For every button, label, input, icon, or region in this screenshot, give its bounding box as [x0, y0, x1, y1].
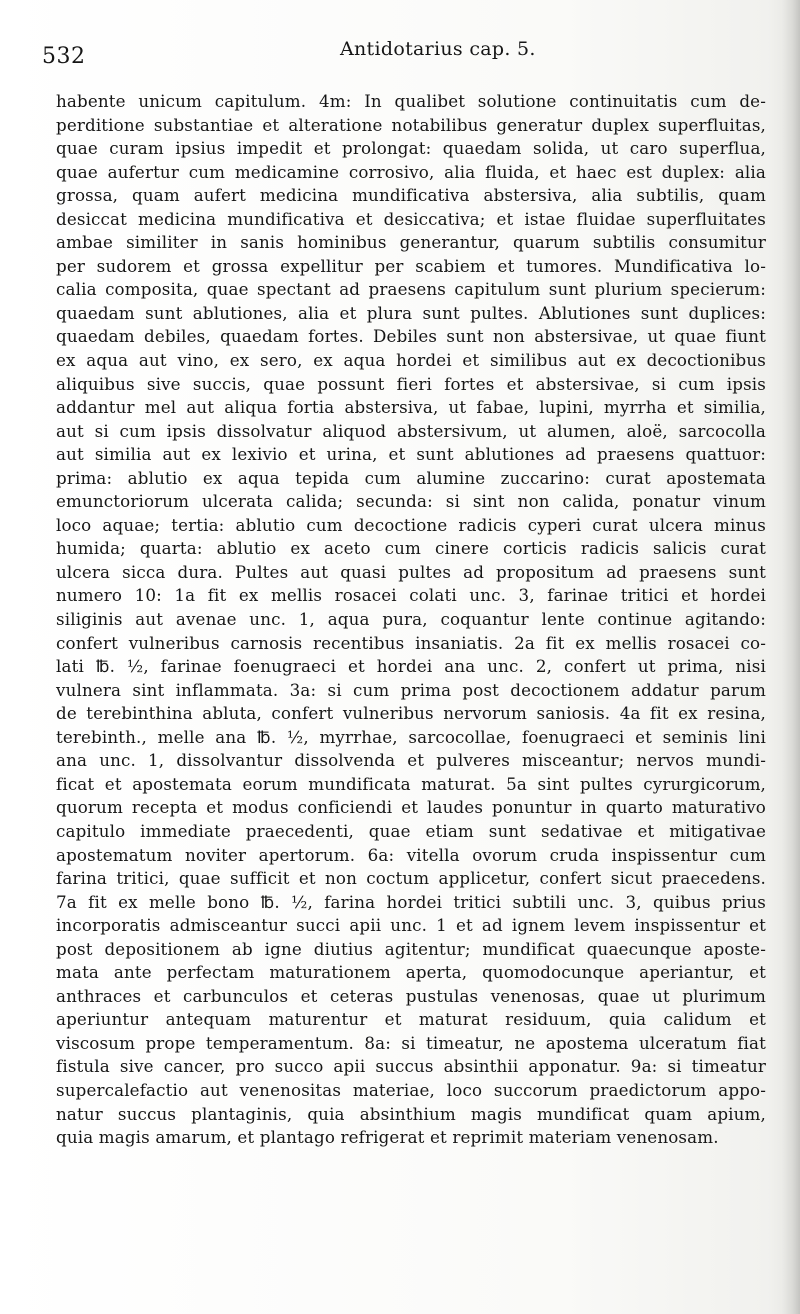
page-edge-shadow	[782, 0, 800, 1314]
text-line: quae curam ipsius impedit et prolongat: quaedam solida, ut caro superflua,	[56, 138, 766, 159]
text-line: capitulo immediate praecedenti, quae etiam sunt sedativae et mitigativae	[56, 820, 766, 841]
text-line: aperiuntur antequam maturentur et maturat residuum, quia calidum et	[56, 1009, 766, 1030]
text-line: terebinth., melle ana ℔. ½, myrrhae, sarcocollae, foenugraeci et seminis lini	[56, 726, 766, 747]
text-line: natur succus plantaginis, quia absinthium magis mundificat quam apium,	[56, 1103, 766, 1124]
text-line: habente unicum capitulum. 4m: In qualibet solutione continuitatis cum de-	[56, 91, 766, 111]
text-line: quaedam sunt ablutiones, alia et plura sunt pultes. Ablutiones sunt duplices:	[56, 302, 766, 323]
text-line: calia composita, quae spectant ad praesens capitulum sunt plurium specierum:	[56, 279, 766, 300]
text-line: vulnera sint inflammata. 3a: si cum prima post decoctionem addatur parum	[56, 679, 766, 700]
text-line: supercalefactio aut venenositas materiae, loco succorum praedictorum appo-	[56, 1079, 766, 1100]
text-line: quia magis amarum, et plantago refrigerat et reprimit materiam venenosam.	[56, 1127, 719, 1148]
text-line: ambae similiter in sanis hominibus generantur, quarum subtilis consumitur	[56, 232, 766, 253]
page-number: 532	[42, 44, 86, 69]
text-line: emunctoriorum ulcerata calida; secunda: si sint non calida, ponatur vinum	[56, 491, 766, 512]
text-line: anthraces et carbunculos et ceteras pustulas venenosas, quae ut plurimum	[56, 985, 766, 1006]
text-line: humida; quarta: ablutio ex aceto cum cinere corticis radicis salicis curat	[56, 538, 766, 559]
text-line: mata ante perfectam maturationem aperta, quomodocunque aperiantur, et	[56, 962, 766, 983]
text-line: ulcera sicca dura. Pultes aut quasi pultes ad propositum ad praesens sunt	[56, 561, 766, 582]
text-line: perditione substantiae et alteratione notabilibus generatur duplex superfluitas,	[56, 114, 766, 135]
text-line: apostematum noviter apertorum. 6a: vitella ovorum cruda inspissentur cum	[56, 844, 766, 865]
text-line: desiccat medicina mundificativa et desiccativa; et istae fluidae superfluitates	[56, 208, 766, 229]
text-line: lati ℔. ½, farinae foenugraeci et hordei ana unc. 2, confert ut prima, nisi	[56, 656, 766, 677]
text-line: aut si cum ipsis dissolvatur aliquod abstersivum, ut alumen, aloë, sarcocolla	[56, 420, 766, 441]
text-line: quaedam debiles, quaedam fortes. Debiles sunt non abstersivae, ut quae fiunt	[56, 326, 766, 347]
body-text	[56, 90, 766, 1150]
text-line: quorum recepta et modus conficiendi et laudes ponuntur in quarto maturativo	[56, 797, 766, 818]
running-title: Antidotarius cap. 5.	[340, 38, 536, 60]
text-line: incorporatis admisceantur succi apii unc. 1 et ad ignem levem inspissentur et	[56, 915, 766, 936]
text-line: loco aquae; tertia: ablutio cum decoctione radicis cyperi curat ulcera minus	[56, 514, 766, 535]
text-line: ana unc. 1, dissolvantur dissolvenda et pulveres misceantur; nervos mundi-	[56, 750, 766, 771]
text-line: numero 10: 1a fit ex mellis rosacei colati unc. 3, farinae tritici et hordei	[56, 585, 766, 606]
page-header	[42, 36, 760, 72]
text-line: prima: ablutio ex aqua tepida cum alumine zuccarino: curat apostemata	[56, 467, 766, 488]
text-line: ex aqua aut vino, ex sero, ex aqua hordei et similibus aut ex decoctionibus	[56, 350, 766, 371]
text-line: 7a fit ex melle bono ℔. ½, farina hordei tritici subtili unc. 3, quibus prius	[56, 891, 766, 912]
text-line: post depositionem ab igne diutius agitentur; mundificat quaecunque aposte-	[56, 938, 766, 959]
text-line: addantur mel aut aliqua fortia abstersiva, ut fabae, lupini, myrrha et similia,	[56, 397, 766, 418]
text-line: viscosum prope temperamentum. 8a: si timeatur, ne apostema ulceratum fiat	[56, 1032, 766, 1053]
text-line: aut similia aut ex lexivio et urina, et sunt ablutiones ad praesens quattuor:	[56, 444, 766, 465]
text-line: de terebinthina abluta, confert vulneribus nervorum saniosis. 4a fit ex resina,	[56, 703, 766, 724]
text-line: fistula sive cancer, pro succo apii succus absinthii apponatur. 9a: si timeatur	[56, 1056, 766, 1077]
text-line: per sudorem et grossa expellitur per scabiem et tumores. Mundificativa lo-	[56, 255, 766, 276]
text-line: quae aufertur cum medicamine corrosivo, alia fluida, et haec est duplex: alia	[56, 161, 766, 182]
text-line: siliginis aut avenae unc. 1, aqua pura, coquantur lente continue agitando:	[56, 609, 766, 630]
text-line: confert vulneribus carnosis recentibus insaniatis. 2a fit ex mellis rosacei co-	[56, 632, 766, 653]
text-line: aliquibus sive succis, quae possunt fieri fortes et abstersivae, si cum ipsis	[56, 373, 766, 394]
text-line: ficat et apostemata eorum mundificata maturat. 5a sint pultes cyrurgicorum,	[56, 773, 766, 794]
text-line: grossa, quam aufert medicina mundificativa abstersiva, alia subtilis, quam	[56, 185, 766, 206]
text-line: farina tritici, quae sufficit et non coctum applicetur, confert sicut praecedens.	[56, 868, 766, 889]
